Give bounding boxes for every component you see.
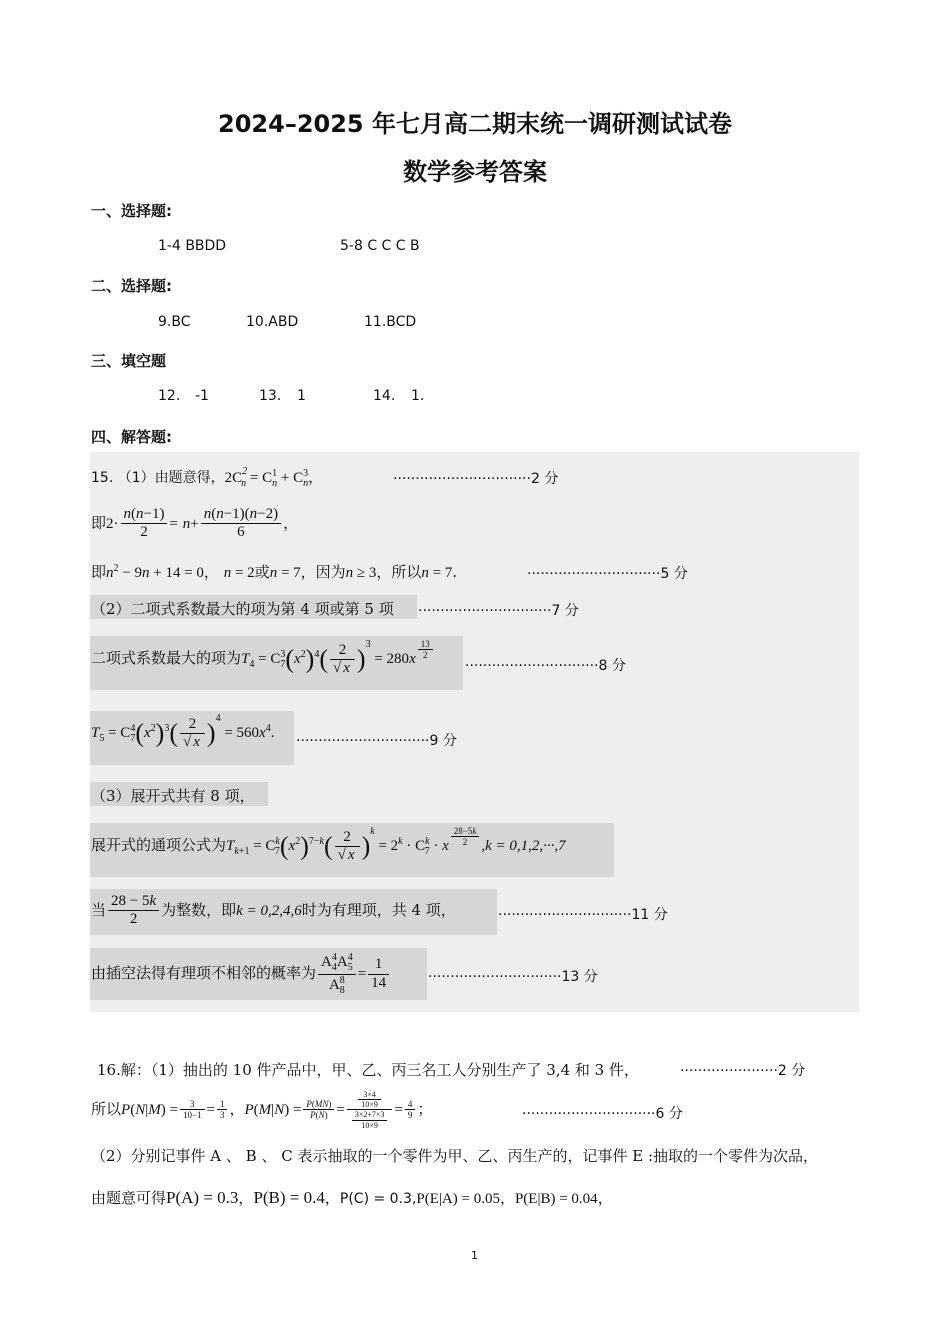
q15-line-6: $T_5 = C^4_7(x^2)^3$( $\frac{2}{√ x}$ )$^4 = 560x^4$. — [91, 713, 275, 751]
answer-q13: 1 — [297, 388, 306, 404]
q15-line-5: 二项式系数最大的项为$T_4 = C^3_7(x^2)^4$( $\frac{2}{√ x}$ )$^3$ = 280x $\frac{13}{2}$ — [91, 642, 435, 678]
answer-mc-1-4: 1-4 BBDD — [158, 238, 227, 254]
answer-q14: 1. — [411, 388, 425, 404]
q15-line-3: 即$n^2 - 9n + 14 = 0$， n = 2或n = 7，因为n ≥ 3，所以n = 7. — [91, 563, 458, 581]
q15-score-7: ······························7 分 — [418, 603, 579, 619]
label-q13: 13. — [259, 388, 282, 404]
q15-line-7: （3）展开式共有 8 项， — [91, 787, 255, 805]
answer-mc-5-8: 5-8 C C C B — [340, 238, 420, 254]
q15-line-1: 15. （1）由题意得，$2C^2_n = C^1_n + C^3_n$， — [91, 466, 324, 489]
q15-line-4: （2）二项式系数最大的项为第 4 项或第 5 项 — [91, 600, 394, 618]
answer-q12: -1 — [195, 388, 209, 404]
q16-line-1: 16.解：（1）抽出的 10 件产品中，甲、乙、丙三名工人分别生产了 3,4 和 3 件， — [97, 1061, 639, 1079]
q16-line-4: 由题意可得P(A) = 0.3，P(B) = 0.4，P(C) = 0.3,P(E|A) = 0.05，P(E|B) = 0.04， — [91, 1188, 613, 1207]
section-heading-choice: 一、选择题: — [91, 202, 172, 220]
page-title: 2024–2025 年七月高二期末统一调研测试试卷 — [218, 110, 732, 138]
q16-score-6: ······························6 分 — [522, 1106, 683, 1122]
q15-score-2: ·······························2 分 — [393, 471, 559, 487]
answer-q9: 9.BC — [158, 314, 191, 330]
q16-line-3: （2）分别记事件 A 、 B 、 C 表示抽取的一个零件为甲、乙、丙生产的，记事件 E :抽取的一个零件为次品， — [91, 1147, 819, 1165]
label-q12: 12. — [158, 388, 181, 404]
q15-score-11: ······························11 分 — [498, 907, 668, 923]
q15-line-9: 当 $\frac{28 - 5k}{2}$ 为整数，即k = 0,2,4,6时为有理项，共 4 项， — [91, 893, 456, 928]
q16-score-2: ······················2 分 — [680, 1063, 806, 1079]
section-heading-fill-in: 三、填空题 — [91, 352, 167, 370]
label-q14: 14. — [373, 388, 396, 404]
q15-score-9: ······························9 分 — [296, 733, 457, 749]
page-subtitle: 数学参考答案 — [403, 158, 547, 186]
answer-q11: 11.BCD — [364, 314, 417, 330]
answer-q10: 10.ABD — [246, 314, 299, 330]
q15-score-13: ······························13 分 — [428, 969, 598, 985]
q15-line-10: 由插空法得有理项不相邻的概率为 $\frac{A^4_4A^4_5}{A^8_8}$ = $\frac{1}{14}$ — [91, 952, 391, 996]
section-heading-multi-choice: 二、选择题: — [91, 277, 172, 295]
q15-score-8: ······························8 分 — [465, 658, 626, 674]
q15-line-8: 展开式的通项公式为$T_{k+1} = C^k_7(x^2)^{7-k}$( $\frac{2}{√ x}$ )$^k = 2^k \cdot C^k_7 \cdot x$ $\frac{28-5k}{2}$ ,k = 0,1,2,···,7 — [91, 825, 566, 864]
section-heading-solutions: 四、解答题: — [91, 428, 172, 446]
page-number: 1 — [471, 1249, 478, 1262]
q15-line-2: 即2· $\frac{n(n-1)}{2}$ = n+ $\frac{n(n-1)(n-2)}{6}$ ， — [91, 506, 299, 541]
q15-score-5: ······························5 分 — [527, 566, 688, 582]
q16-line-2: 所以P(N|M) = $\frac{3}{10-1}$ = $\frac{1}{3}$ ，P(M|N) = $\frac{P(MN)}{P(N)}$ = $\frac{\frac{3\times 4}{10\times 9}}{\frac{3\times 2+7\times 3}{10\times 9}}$ = $\frac{4}{9}$ ； — [91, 1090, 433, 1130]
